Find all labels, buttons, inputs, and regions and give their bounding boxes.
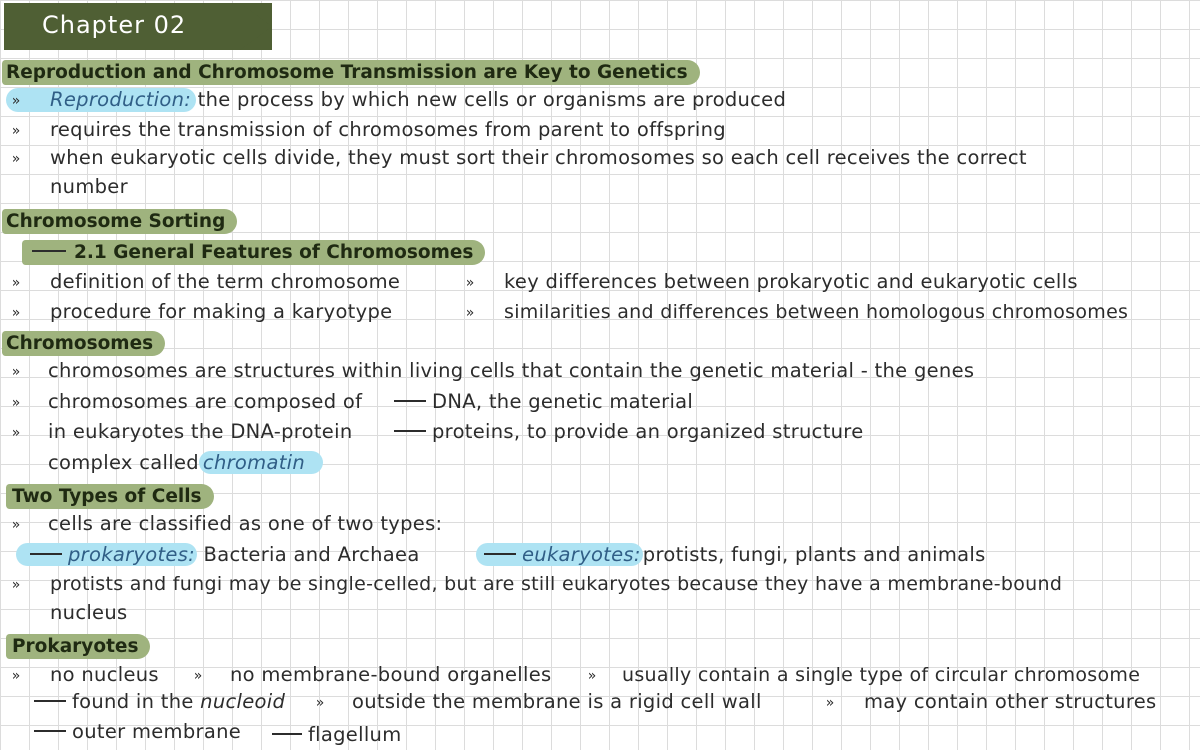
dash-mark	[484, 553, 516, 555]
definition-prokaryotes: Bacteria and Archaea	[203, 543, 420, 566]
text-line	[16, 543, 420, 567]
text-line	[34, 690, 285, 714]
term-reproduction: Reproduction:	[50, 88, 192, 111]
text-line: in eukaryotes the DNA-protein	[48, 420, 353, 443]
text-line: similarities and differences between homologous chromosomes	[504, 301, 1129, 323]
dash-mark	[32, 250, 66, 252]
text-fragment: found in the	[72, 690, 194, 713]
term-chromatin: chromatin	[199, 451, 323, 474]
text-line: no nucleus	[50, 663, 159, 686]
text-line: cells are classified as one of two types:	[48, 512, 443, 535]
text-line: chromosomes are structures within living cells that contain the genetic material - the genes	[48, 359, 975, 382]
text-line: when eukaryotic cells divide, they must sort their chromosomes so each cell receives the correct	[50, 146, 1027, 169]
text-fragment: complex called	[48, 451, 199, 474]
text-fragment: proteins, to provide an organized structure	[432, 420, 864, 443]
section-heading-reproduction: Reproduction and Chromosome Transmission are Key to Genetics	[2, 60, 700, 85]
highlight-mark	[476, 543, 643, 566]
bullet-icon: »	[11, 151, 21, 167]
bullet-icon: »	[825, 695, 835, 711]
text-line: usually contain a single type of circular chromosome	[622, 664, 1141, 686]
dash-mark	[30, 553, 62, 555]
term-nucleoid: nucleoid	[200, 690, 286, 713]
bullet-icon: »	[11, 395, 21, 411]
dash-mark	[394, 430, 426, 432]
text-line: definition of the term chromosome	[50, 270, 401, 293]
text-fragment: outer membrane	[72, 720, 242, 743]
chapter-title: Chapter 02	[42, 11, 187, 39]
text-line	[48, 451, 323, 475]
dash-mark	[394, 400, 426, 402]
text-line: key differences between prokaryotic and eukaryotic cells	[504, 270, 1078, 293]
text-line: chromosomes are composed of	[48, 390, 363, 413]
bullet-icon: »	[11, 668, 21, 684]
text-line: number	[50, 175, 128, 198]
text-fragment: DNA, the genetic material	[432, 390, 694, 413]
dash-mark	[34, 700, 66, 702]
subsection-label: 2.1 General Features of Chromosomes	[74, 242, 474, 263]
highlight-mark	[16, 543, 197, 566]
bullet-icon: »	[11, 425, 21, 441]
bullet-icon: »	[11, 93, 21, 109]
text-line: outside the membrane is a rigid cell wall	[352, 690, 762, 713]
term-prokaryotes: prokaryotes:	[68, 543, 196, 566]
definition-reproduction: the process by which new cells or organisms are produced	[197, 88, 787, 111]
definition-eukaryotes: protists, fungi, plants and animals	[642, 543, 986, 566]
bullet-icon: »	[11, 517, 21, 533]
text-line: procedure for making a karyotype	[50, 300, 393, 323]
text-line: protists and fungi may be single-celled, but are still eukaryotes because they have a membrane-bound	[50, 573, 1063, 595]
subsection-heading-general-features	[22, 240, 485, 265]
bullet-icon: »	[193, 668, 203, 684]
bullet-icon: »	[11, 364, 21, 380]
text-line	[394, 420, 864, 444]
bullet-icon: »	[11, 577, 21, 593]
text-line	[476, 543, 986, 567]
dash-mark	[272, 733, 302, 735]
bullet-icon: »	[315, 695, 325, 711]
dash-mark	[34, 730, 66, 732]
text-line	[34, 720, 241, 744]
text-fragment: flagellum	[308, 723, 402, 746]
text-line	[394, 390, 693, 414]
section-heading-two-types: Two Types of Cells	[6, 484, 214, 509]
bullet-icon: »	[465, 275, 475, 291]
section-heading-prokaryotes: Prokaryotes	[6, 634, 150, 659]
text-line: requires the transmission of chromosomes from parent to offspring	[50, 118, 726, 141]
text-line: no membrane-bound organelles	[230, 663, 552, 686]
text-line	[50, 88, 786, 112]
text-line	[272, 723, 402, 747]
bullet-icon: »	[11, 123, 21, 139]
text-line: may contain other structures	[864, 690, 1157, 713]
section-heading-chromosomes: Chromosomes	[2, 331, 165, 356]
text-line: nucleus	[50, 601, 128, 624]
bullet-icon: »	[587, 668, 597, 684]
term-eukaryotes: eukaryotes:	[522, 543, 641, 566]
bullet-icon: »	[11, 275, 21, 291]
chapter-banner	[4, 3, 272, 50]
bullet-icon: »	[465, 305, 475, 321]
section-heading-chromosome-sorting: Chromosome Sorting	[2, 209, 237, 234]
bullet-icon: »	[11, 305, 21, 321]
